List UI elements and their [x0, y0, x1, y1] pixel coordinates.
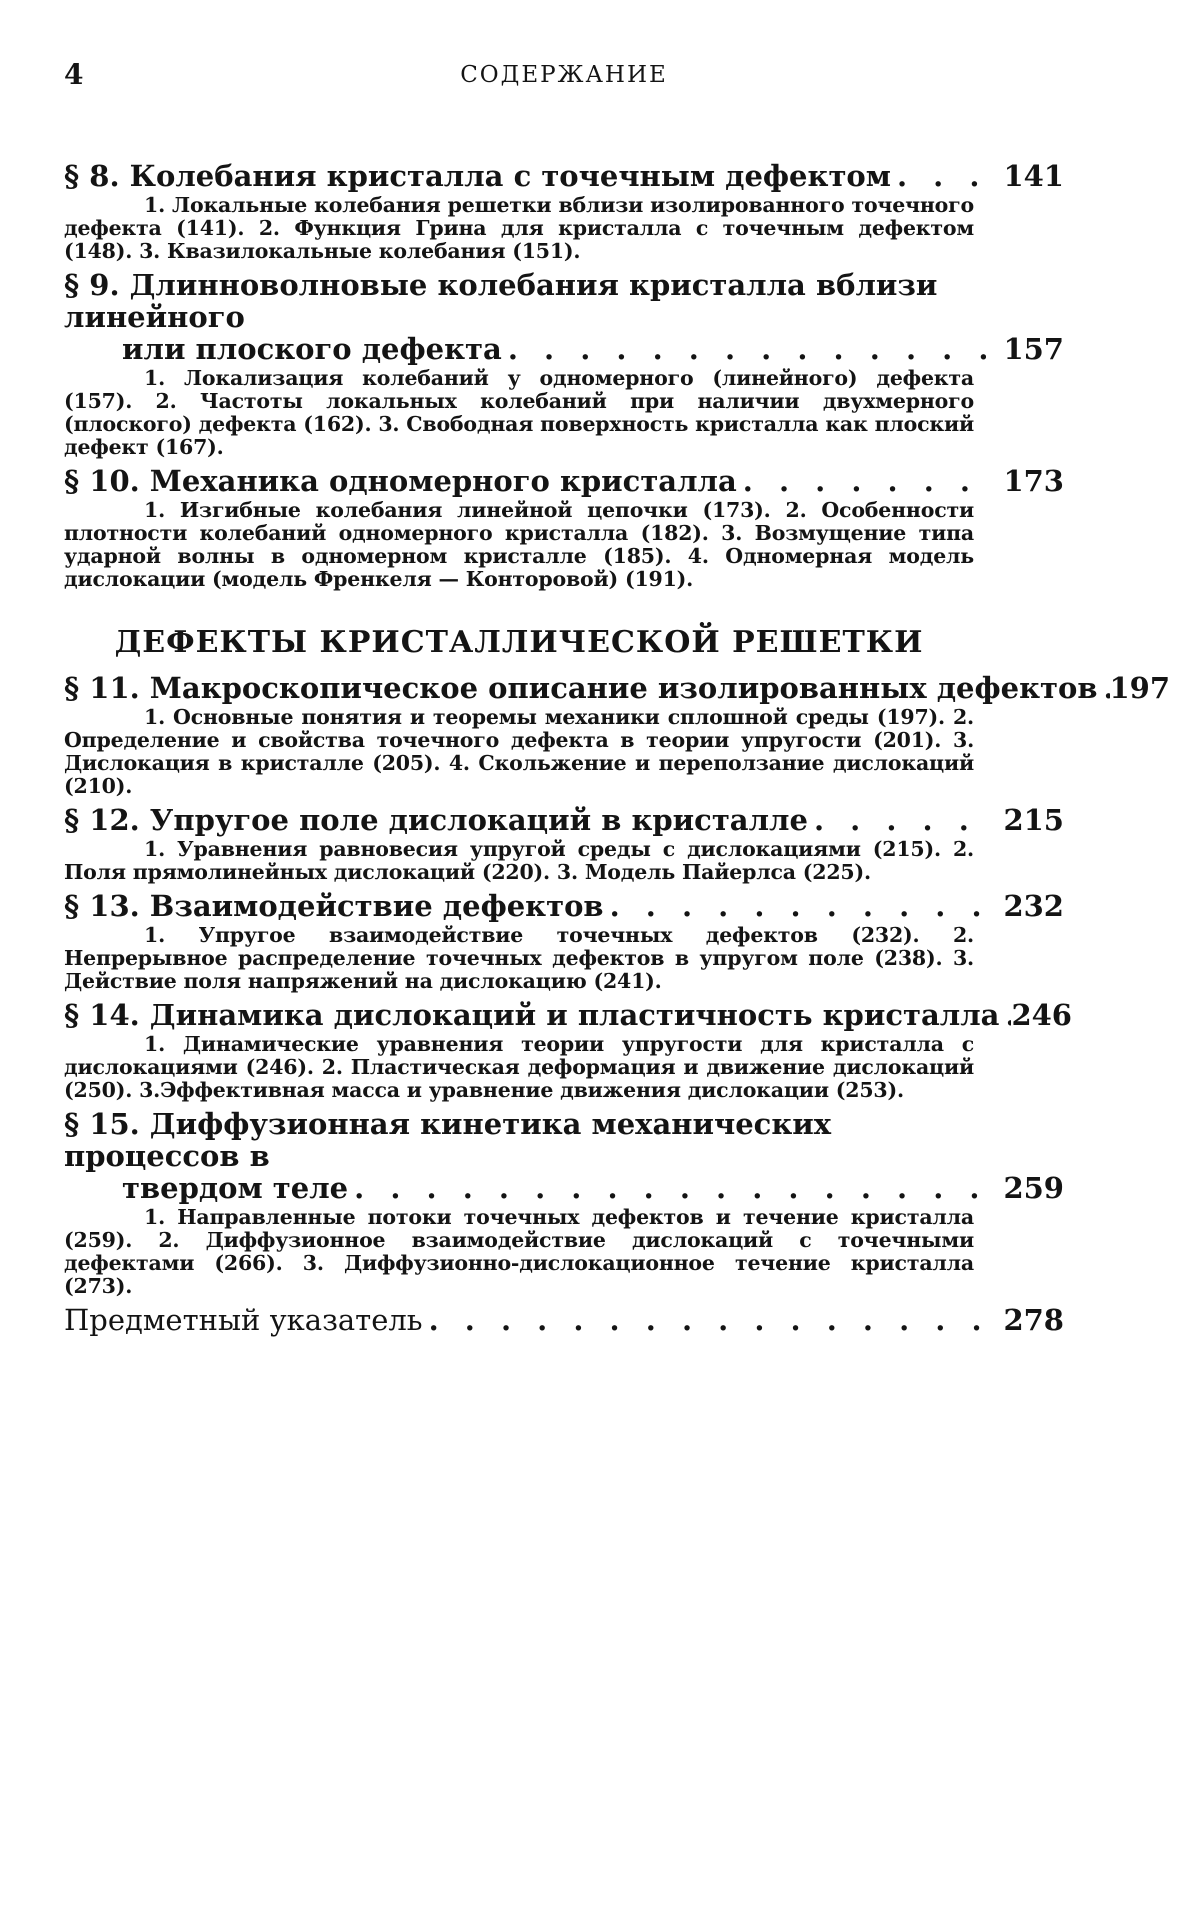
dot-leader [502, 333, 986, 365]
page-ref: 215 [1003, 803, 1064, 837]
section-title-line1: § 15. Диффузионная кинетика механических процессов в [64, 1107, 832, 1173]
page-ref: 157 [1003, 332, 1064, 366]
toc-entry-index [64, 1304, 1064, 1336]
page-ref: 173 [1003, 464, 1064, 498]
section-title: § 11. Макроскопическое описание изолированных дефектов [64, 671, 1098, 705]
dot-leader [604, 890, 986, 922]
toc-entry-s12 [64, 804, 1064, 884]
dot-leader [808, 804, 986, 836]
toc-title-row [64, 160, 1064, 192]
part-heading: ДЕФЕКТЫ КРИСТАЛЛИЧЕСКОЙ РЕШЕТКИ [114, 625, 924, 660]
toc-entry-s8 [64, 160, 1064, 263]
subsection-list: 1. Направленные потоки точечных дефектов и течение кристалла (259). 2. Диффузионное взаимодействие дислокаций с точечными дефектами (266). 3. Диффузионно-дислокационное течение кристалла (273). [64, 1205, 974, 1298]
toc-entry-s10 [64, 465, 1064, 591]
subsection-list: 1. Локализация колебаний у одномерного (линейного) дефекта (157). 2. Частоты локальных колебаний при наличии двухмерного (плоского) дефекта (162). 3. Свободная поверхность кристалла как плоский дефект (167). [64, 366, 974, 459]
dot-leader [737, 465, 986, 497]
dot-leader [891, 160, 986, 192]
toc-entry-s13 [64, 890, 1064, 993]
dot-leader [1098, 672, 1110, 704]
dot-leader [999, 999, 1011, 1031]
subsection-list: 1. Изгибные колебания линейной цепочки (173). 2. Особенности плотности колебаний одномерного кристалла (182). 3. Возмущение типа ударной волны в одномерном кристалле (185). 4. Одномерная модель дислокации (модель Френкеля — Конторовой) (191). [64, 498, 974, 591]
page-ref: 259 [1003, 1171, 1064, 1205]
toc-entry-s14 [64, 998, 1072, 1102]
toc-title-row [64, 890, 1064, 922]
page-ref: 246 [1011, 998, 1072, 1032]
page-ref: 141 [1003, 159, 1064, 193]
section-title-line1: § 9. Длинноволновые колебания кристалла вблизи линейного [64, 268, 938, 334]
toc-title-row [64, 1172, 1064, 1204]
page-ref: 232 [1003, 889, 1064, 923]
toc-title-row [64, 671, 1171, 705]
toc-entry-s11 [64, 671, 1171, 798]
page-ref: 278 [1003, 1303, 1064, 1337]
toc-title-row [64, 998, 1072, 1032]
section-title: § 14. Динамика дислокаций и пластичность кристалла [64, 998, 1000, 1032]
table-of-contents [64, 159, 1171, 1342]
subsection-list: 1. Локальные колебания решетки вблизи изолированного точечного дефекта (141). 2. Функция Грина для кристалла с точечным дефектом (148). 3. Квазилокальные колебания (151). [64, 193, 974, 263]
toc-title-row [64, 804, 1064, 836]
toc-title-row [64, 465, 1064, 497]
dot-leader [423, 1304, 986, 1336]
toc-entry-s15 [64, 1108, 1064, 1298]
section-title: § 13. Взаимодействие дефектов [64, 889, 604, 923]
page-header [64, 58, 1064, 98]
index-title: Предметный указатель [64, 1303, 423, 1337]
page-ref: 197 [1109, 671, 1171, 705]
section-title: § 10. Механика одномерного кристалла [64, 464, 737, 498]
page-number: 4 [64, 58, 84, 91]
toc-title-row [64, 333, 1064, 365]
subsection-list: 1. Основные понятия и теоремы механики сплошной среды (197). 2. Определение и свойства точечного дефекта в теории упругости (201). 3. Дислокация в кристалле (205). 4. Скольжение и переползание дислокаций (210). [64, 705, 974, 798]
toc-entry-s9 [64, 269, 1064, 459]
section-title-line2: или плоского дефекта [122, 332, 502, 366]
section-title-line2: твердом теле [122, 1171, 349, 1205]
running-title: СОДЕРЖАНИЕ [460, 62, 668, 88]
section-title: § 12. Упругое поле дислокаций в кристалле [64, 803, 808, 837]
subsection-list: 1. Динамические уравнения теории упругости для кристалла с дислокациями (246). 2. Пластическая деформация и движение дислокаций (250). 3.Эффективная масса и уравнение движения дислокации (253). [64, 1032, 974, 1102]
subsection-list: 1. Упругое взаимодействие точечных дефектов (232). 2. Непрерывное распределение точечных дефектов в упругом поле (238). 3. Действие поля напряжений на дислокацию (241). [64, 923, 974, 993]
subsection-list: 1. Уравнения равновесия упругой среды с дислокациями (215). 2. Поля прямолинейных дислокаций (220). 3. Модель Пайерлса (225). [64, 837, 974, 884]
dot-leader [348, 1172, 986, 1204]
toc-title-row [64, 1304, 1064, 1336]
section-title: § 8. Колебания кристалла с точечным дефектом [64, 159, 891, 193]
